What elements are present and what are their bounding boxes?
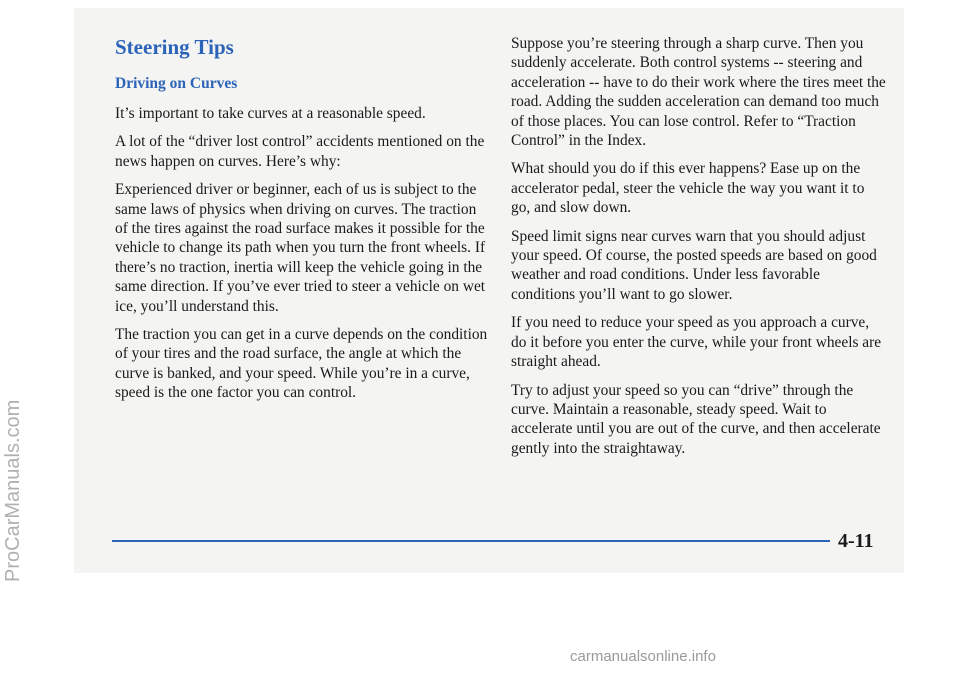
right-paragraph-1: Suppose you’re steering through a sharp curve. Then you suddenly accelerate. Both control systems -- steering and acceleration -- have to do their work where the tires meet the road. Adding the sudden acceleration can demand too much of those places. You can lose control. Refer to “Traction Control” in the Index. (511, 35, 886, 150)
section-title: Steering Tips (115, 35, 234, 59)
left-paragraph-4: The traction you can get in a curve depends on the condition of your tires and the road surface, the angle at which the curve is banked, and your speed. While you’re in a curve, speed is the one factor you can control. (115, 326, 488, 402)
right-paragraph-3: Speed limit signs near curves warn that you should adjust your speed. Of course, the posted speeds are based on good weather and road conditions. Under less favorable conditions you’ll want to go slower. (511, 227, 877, 303)
left-paragraph-2: A lot of the “driver lost control” accidents mentioned on the news happen on curves. Here’s why: (115, 133, 485, 170)
section-subtitle: Driving on Curves (115, 75, 238, 92)
right-column (511, 34, 886, 467)
left-paragraph-3: Experienced driver or beginner, each of us is subject to the same laws of physics when driving on curves. The traction of the tires against the road surface makes it possible for the vehicle to change its path when you turn the front wheels. If there’s no traction, inertia will keep the vehicle going in the same direction. If you’ve ever tried to steer a vehicle on wet ice, you’ll understand this. (115, 181, 486, 315)
right-paragraph-2: What should you do if this ever happens? Ease up on the accelerator pedal, steer the vehicle the way you want it to go, and slow down. (511, 160, 865, 217)
side-watermark: ProCarManuals.com (2, 399, 24, 582)
page-number: 4-11 (838, 530, 874, 552)
right-paragraph-5: Try to adjust your speed so you can “drive” through the curve. Maintain a reasonable, steady speed. Wait to accelerate until you are out of the curve, and then accelerate gently into the straightaway. (511, 381, 881, 457)
left-paragraph-1: It’s important to take curves at a reasonable speed. (115, 105, 426, 122)
footer-rule (112, 540, 830, 542)
left-column (115, 34, 490, 412)
right-paragraph-4: If you need to reduce your speed as you approach a curve, do it before you enter the curve, while your front wheels are straight ahead. (511, 314, 882, 371)
bottom-watermark: carmanualsonline.info (570, 648, 716, 665)
